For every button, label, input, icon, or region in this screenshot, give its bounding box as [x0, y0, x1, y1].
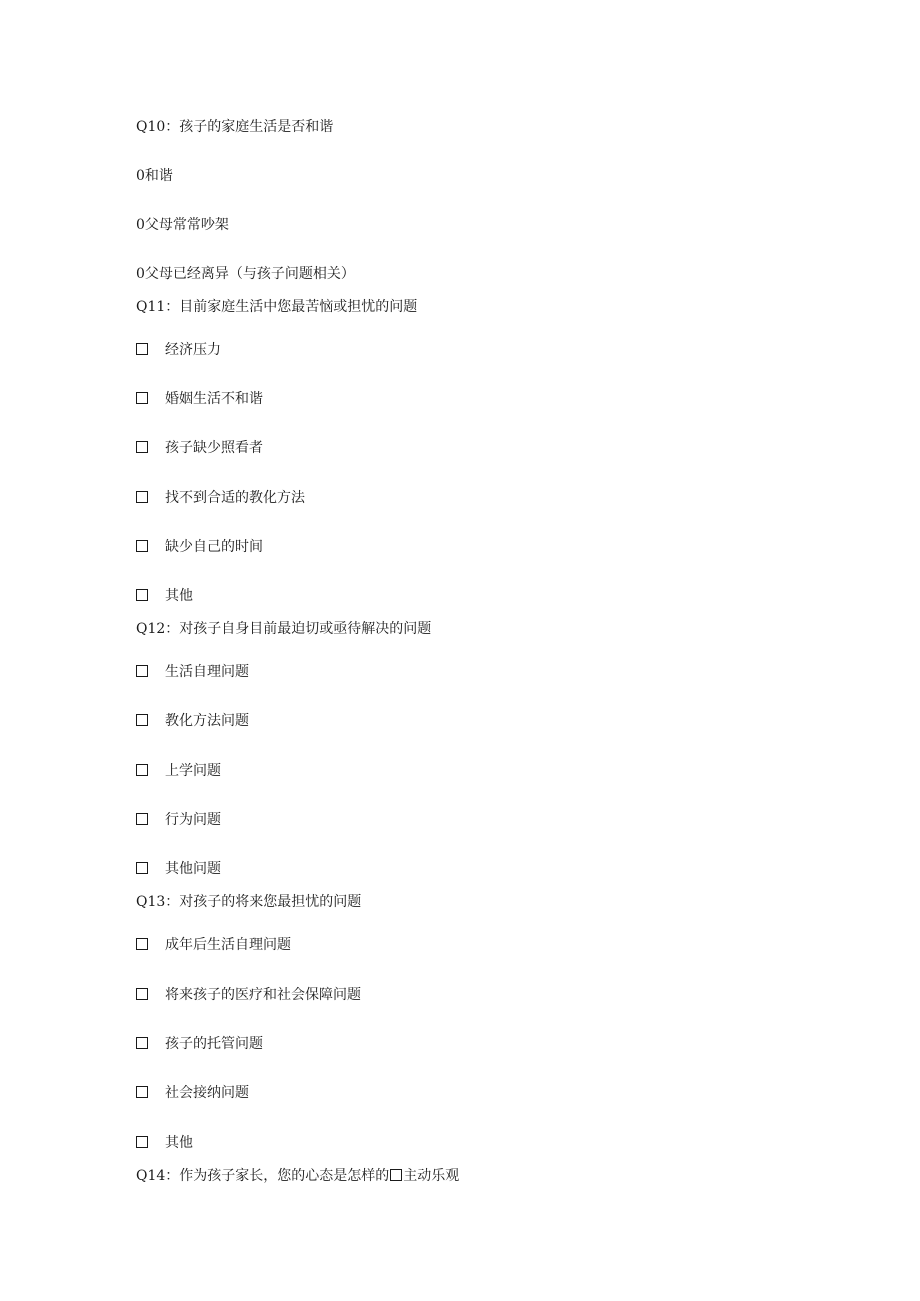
q14-question-text: Q14：作为孩子家长，您的心态是怎样的: [136, 1168, 390, 1184]
q11-option[interactable]: [136, 489, 305, 507]
q10-option-parents-divorced: 0父母已经离异（与孩子问题相关）: [136, 266, 355, 282]
q13-option[interactable]: [136, 1035, 263, 1053]
q11-option-label: 婚姻生活不和谐: [165, 391, 263, 407]
checkbox-icon[interactable]: [136, 491, 148, 503]
q13-option-label: 孩子的托管问题: [165, 1036, 263, 1052]
checkbox-icon[interactable]: [136, 540, 148, 552]
q11-option-label: 缺少自己的时间: [165, 539, 263, 555]
checkbox-icon[interactable]: [136, 988, 148, 1000]
q11-option[interactable]: [136, 390, 263, 408]
checkbox-icon[interactable]: [136, 764, 148, 776]
q13-option[interactable]: [136, 986, 361, 1004]
checkbox-icon[interactable]: [136, 343, 148, 355]
question-q12: Q12：对孩子自身目前最迫切或亟待解决的问题: [136, 621, 432, 637]
checkbox-icon[interactable]: [136, 813, 148, 825]
checkbox-icon[interactable]: [136, 714, 148, 726]
checkbox-icon[interactable]: [136, 441, 148, 453]
question-q14: [136, 1167, 459, 1185]
checkbox-icon[interactable]: [136, 862, 148, 874]
question-q10: Q10：孩子的家庭生活是否和谐: [136, 119, 334, 135]
question-q11: Q11：目前家庭生活中您最苦恼或担忧的问题: [136, 299, 418, 315]
q13-option-label: 将来孩子的医疗和社会保障问题: [165, 987, 361, 1003]
q12-option[interactable]: [136, 811, 221, 829]
q10-option-parents-quarrel: 0父母常常吵架: [136, 217, 229, 233]
q12-option-label: 上学问题: [165, 763, 221, 779]
q11-option[interactable]: [136, 587, 193, 605]
checkbox-icon[interactable]: [390, 1169, 402, 1181]
q14-option-label: 主动乐观: [403, 1168, 460, 1184]
q13-option-label: 社会接纳问题: [165, 1085, 249, 1101]
checkbox-icon[interactable]: [136, 1086, 148, 1098]
q12-option[interactable]: [136, 663, 249, 681]
checkbox-icon[interactable]: [136, 1037, 148, 1049]
q11-option-label: 经济压力: [165, 342, 221, 358]
q12-option-label: 教化方法问题: [165, 713, 249, 729]
q12-option[interactable]: [136, 860, 221, 878]
q12-option-label: 行为问题: [165, 812, 221, 828]
q12-option[interactable]: [136, 762, 221, 780]
q11-option[interactable]: [136, 439, 263, 457]
q13-option[interactable]: [136, 936, 291, 954]
q12-option[interactable]: [136, 712, 249, 730]
q11-option[interactable]: [136, 341, 221, 359]
q13-option-label: 其他: [165, 1135, 193, 1151]
q13-option-label: 成年后生活自理问题: [165, 937, 291, 953]
q13-option[interactable]: [136, 1084, 249, 1102]
checkbox-icon[interactable]: [136, 1136, 148, 1148]
q12-option-label: 生活自理问题: [165, 664, 249, 680]
q13-option[interactable]: [136, 1134, 193, 1152]
q11-option[interactable]: [136, 538, 263, 556]
q11-option-label: 其他: [165, 588, 193, 604]
q10-option-harmonious: 0和谐: [136, 168, 173, 184]
checkbox-icon[interactable]: [136, 392, 148, 404]
checkbox-icon[interactable]: [136, 589, 148, 601]
checkbox-icon[interactable]: [136, 665, 148, 677]
question-q13: Q13：对孩子的将来您最担忧的问题: [136, 894, 362, 910]
q12-option-label: 其他问题: [165, 861, 221, 877]
q11-option-label: 孩子缺少照看者: [165, 440, 263, 456]
checkbox-icon[interactable]: [136, 938, 148, 950]
q11-option-label: 找不到合适的教化方法: [165, 490, 305, 506]
